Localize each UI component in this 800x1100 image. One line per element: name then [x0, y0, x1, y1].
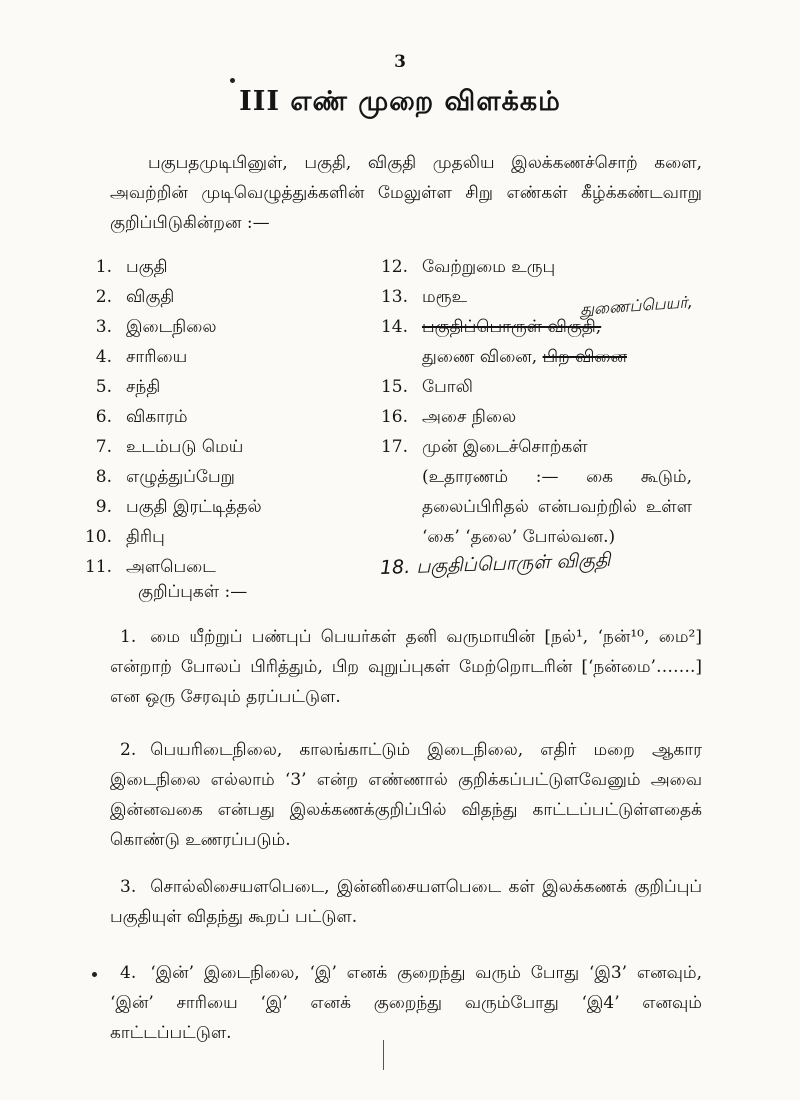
list-item: 14. பகுதிப்பொருள் விகுதி,: [368, 312, 703, 342]
page-title: III எண் முறை விளக்கம்: [239, 86, 561, 117]
handwritten-item-18: 18. பகுதிப்பொருள் விகுதி: [379, 548, 611, 580]
list-item: 4. சாரியை: [95, 347, 188, 367]
list-item: 15. போலி: [380, 377, 473, 397]
list-item: 12. வேற்றுமை உருபு: [380, 257, 556, 277]
ink-dot: [92, 972, 97, 977]
list-item: 7. உடம்படு மெய்: [95, 437, 244, 457]
list-item: 11. அளபெடை: [84, 557, 216, 577]
intro-rest: களை, அவற்றின் முடிவெழுத்துக்களின் மேலுள்ள சிறு எண்கள் கீழ்க்கண்டவாறு குறிப்பிடுகின்றன :—: [110, 153, 702, 233]
struck-text: பகுதிப்பொருள் விகுதி,: [422, 317, 602, 337]
list-item-detail: (உதாரணம் :— கை கூடும், தலைப்பிரிதல் என்பவற்றில் உள்ள ‘கை’ ‘தலை’ போல்வன.): [422, 467, 692, 547]
list-item-continuation: துணை வினை, பிற வினை: [422, 347, 627, 367]
page-number: 3: [394, 52, 406, 72]
list-item: 16. அசை நிலை: [380, 407, 517, 427]
list-item: 9. பகுதி இரட்டித்தல்: [95, 497, 262, 517]
list-item: 13. மரூஉ: [380, 287, 468, 307]
struck-text: பிற வினை: [542, 347, 627, 367]
list-item: 17. முன் இடைச்சொற்கள்: [380, 437, 588, 457]
list-item: 5. சந்தி: [95, 377, 161, 397]
handwritten-annotation: துணைப்பெயர்,: [579, 292, 694, 319]
notes-heading: குறிப்புகள் :—: [138, 582, 248, 602]
list-item: 3. இடைநிலை: [95, 317, 217, 337]
list-item: 2. விகுதி: [95, 287, 175, 307]
note-paragraph: 4. ‘இன்’ இடைநிலை, ‘இ’ எனக் குறைந்து வரும் போது ‘இ3’ எனவும், ‘இன்’ சாரியை ‘இ’ எனக் குறைந்து வரும்போது ‘இ4’ எனவும் காட்டப்பட்டுள.: [110, 963, 702, 1043]
margin-mark: [383, 1040, 384, 1070]
note-paragraph: 3. சொல்லிசையளபெடை, இன்னிசையளபெடை கள் இலக்கணக் குறிப்புப் பகுதியுள் விதந்து கூறப் பட்டுள.: [110, 877, 702, 927]
ink-dot: [230, 78, 235, 83]
note-paragraph: 1. மை யீற்றுப் பண்புப் பெயர்கள் தனி வருமாயின் [நல்¹, ‘நன்¹⁰, மை²] என்றாற் போலப் பிரித்தும், பிற வுறுப்புகள் மேற்றொடரின் [‘நன்மை’…….] என ஒரு சேரவும் தரப்பட்டுள.: [110, 627, 702, 707]
intro-line: பகுபதமுடிபினுள், பகுதி, விகுதி முதலிய இலக்கணச்சொற்: [148, 153, 638, 173]
number-list-left: [72, 252, 362, 582]
intro-paragraph: [110, 148, 702, 238]
list-item: 10. திரிபு: [84, 527, 165, 547]
list-item: 6. விகாரம்: [95, 407, 188, 427]
list-item: 1. பகுதி: [95, 257, 168, 277]
list-item: 8. எழுத்துப்பேறு: [95, 467, 235, 487]
note-paragraph: 2. பெயரிடைநிலை, காலங்காட்டும் இடைநிலை, எதிர் மறை ஆகார இடைநிலை எல்லாம் ‘3’ என்ற எண்ணால் குறிக்கப்பட்டுளவேனும் அவை இன்னவகை என்பது இலக்கணக்குறிப்பில் விதந்து காட்டப்பட்டுள்ளதைக் கொண்டு உணரப்படும்.: [110, 740, 702, 850]
